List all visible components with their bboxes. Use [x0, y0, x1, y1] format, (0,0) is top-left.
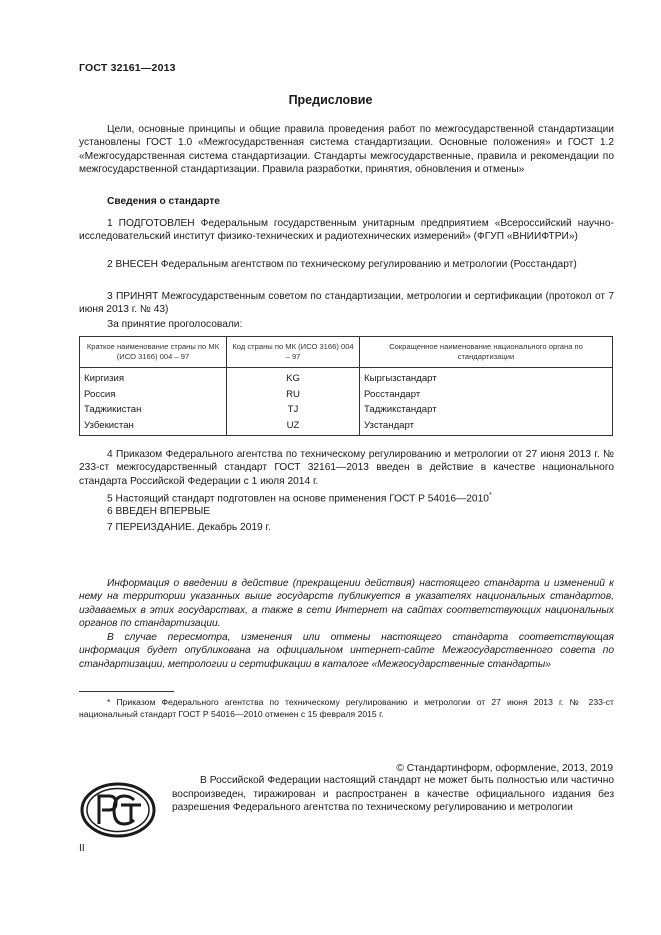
table-cell-country: Таджикистан	[80, 402, 227, 418]
item-5-text: 5 Настоящий стандарт подготовлен на основе применения ГОСТ Р 54016—2010	[107, 493, 489, 505]
table-row	[80, 368, 613, 387]
table-row	[80, 402, 613, 418]
table-header-row	[80, 337, 613, 368]
item-3: 3 ПРИНЯТ Межгосударственным советом по стандартизации, метрологии и сертификации (протокол от 7 июня 2013 г. № 43)	[79, 291, 614, 316]
table-cell-body: Узстандарт	[360, 418, 613, 436]
table-cell-code: TJ	[227, 402, 360, 418]
table-cell-code: KG	[227, 368, 360, 387]
item-2: 2 ВНЕСЕН Федеральным агентством по техническому регулированию и метрологии (Росстандарт)	[107, 259, 577, 270]
copyright-line: © Стандартинформ, оформление, 2013, 2019	[396, 763, 613, 774]
document-code: ГОСТ 32161—2013	[79, 62, 176, 74]
voting-table	[79, 336, 613, 436]
table-row	[80, 418, 613, 436]
info-paragraph-2: В случае пересмотра, изменения или отмены настоящего стандарта соответствующая информация будет опубликована на официальном интернет-сайте Межгосударственного совета по стандартизации, метрологии и сертификации в каталоге «Межгосударственные стандарты»	[79, 632, 614, 670]
table-cell-code: RU	[227, 387, 360, 403]
item-6: 6 ВВЕДЕН ВПЕРВЫЕ	[107, 506, 211, 517]
section-title: Сведения о стандарте	[107, 196, 220, 207]
table-header-body: Сокращенное наименование национального органа по стандартизации	[360, 337, 613, 368]
page-title: Предисловие	[288, 93, 373, 107]
table-cell-code: UZ	[227, 418, 360, 436]
table-header-country: Краткое наименование страны по МК (ИСО 3166) 004 – 97	[80, 337, 227, 368]
table-cell-body: Кыргызстандарт	[360, 368, 613, 387]
table-cell-body: Таджикстандарт	[360, 402, 613, 418]
item-7: 7 ПЕРЕИЗДАНИЕ. Декабрь 2019 г.	[107, 522, 271, 533]
footnote-divider	[79, 691, 174, 692]
rst-certification-mark-icon	[79, 781, 157, 844]
item-4: 4 Приказом Федерального агентства по техническому регулированию и метрологии от 27 июня 2013 г. № 233-ст межгосударственный стандарт ГОСТ 32161—2013 введен в действие в качестве национального стандарта Российской Федерации с 1 июля 2014 г.	[79, 449, 614, 487]
table-cell-country: Россия	[80, 387, 227, 403]
table-row	[80, 387, 613, 403]
table-cell-country: Узбекистан	[80, 418, 227, 436]
page-number: II	[79, 843, 85, 854]
intro-paragraph: Цели, основные принципы и общие правила проведения работ по межгосударственной стандартизации установлены ГОСТ 1.0 «Межгосударственная система стандартизации. Основные положения» и ГОСТ 1.2 «Межгосударственная система стандартизации. Стандарты межгосударственные, правила и рекомендации по межгосударственной стандартизации. Правила разработки, принятия, обновления и отмены»	[79, 124, 614, 176]
table-cell-country: Киргизия	[80, 368, 227, 387]
item-1: 1 ПОДГОТОВЛЕН Федеральным государственным унитарным предприятием «Всероссийский научно-исследовательский институт физико-технических и радиотехнических измерений» (ФГУП «ВНИИФТРИ»)	[79, 218, 614, 243]
footnote: * Приказом Федерального агентства по техническому регулированию и метрологии от 27 июня 2013 г. № 233-ст национальный стандарт ГОСТ Р 54016—2010 отменен с 15 февраля 2015 г.	[79, 697, 614, 719]
vote-intro: За принятие проголосовали:	[107, 319, 243, 330]
table-cell-body: Росстандарт	[360, 387, 613, 403]
table-header-code: Код страны по МК (ИСО 3166) 004 – 97	[227, 337, 360, 368]
footnote-mark: *	[488, 492, 492, 499]
info-paragraph-1: Информация о введении в действие (прекращении действия) настоящего стандарта и изменений к нему на территории указанных выше государств публикуется в указателях национальных стандартов, издаваемых в этих государствах, а также в сети Интернет на сайтах соответствующих национальных органов по стандартизации.	[79, 578, 614, 630]
item-5	[79, 489, 614, 506]
legal-notice: В Российской Федерации настоящий стандарт не может быть полностью или частично воспроизведен, тиражирован и распространен в качестве официального издания без разрешения Федерального агентства по техническому регулированию и метрологии	[172, 775, 614, 814]
